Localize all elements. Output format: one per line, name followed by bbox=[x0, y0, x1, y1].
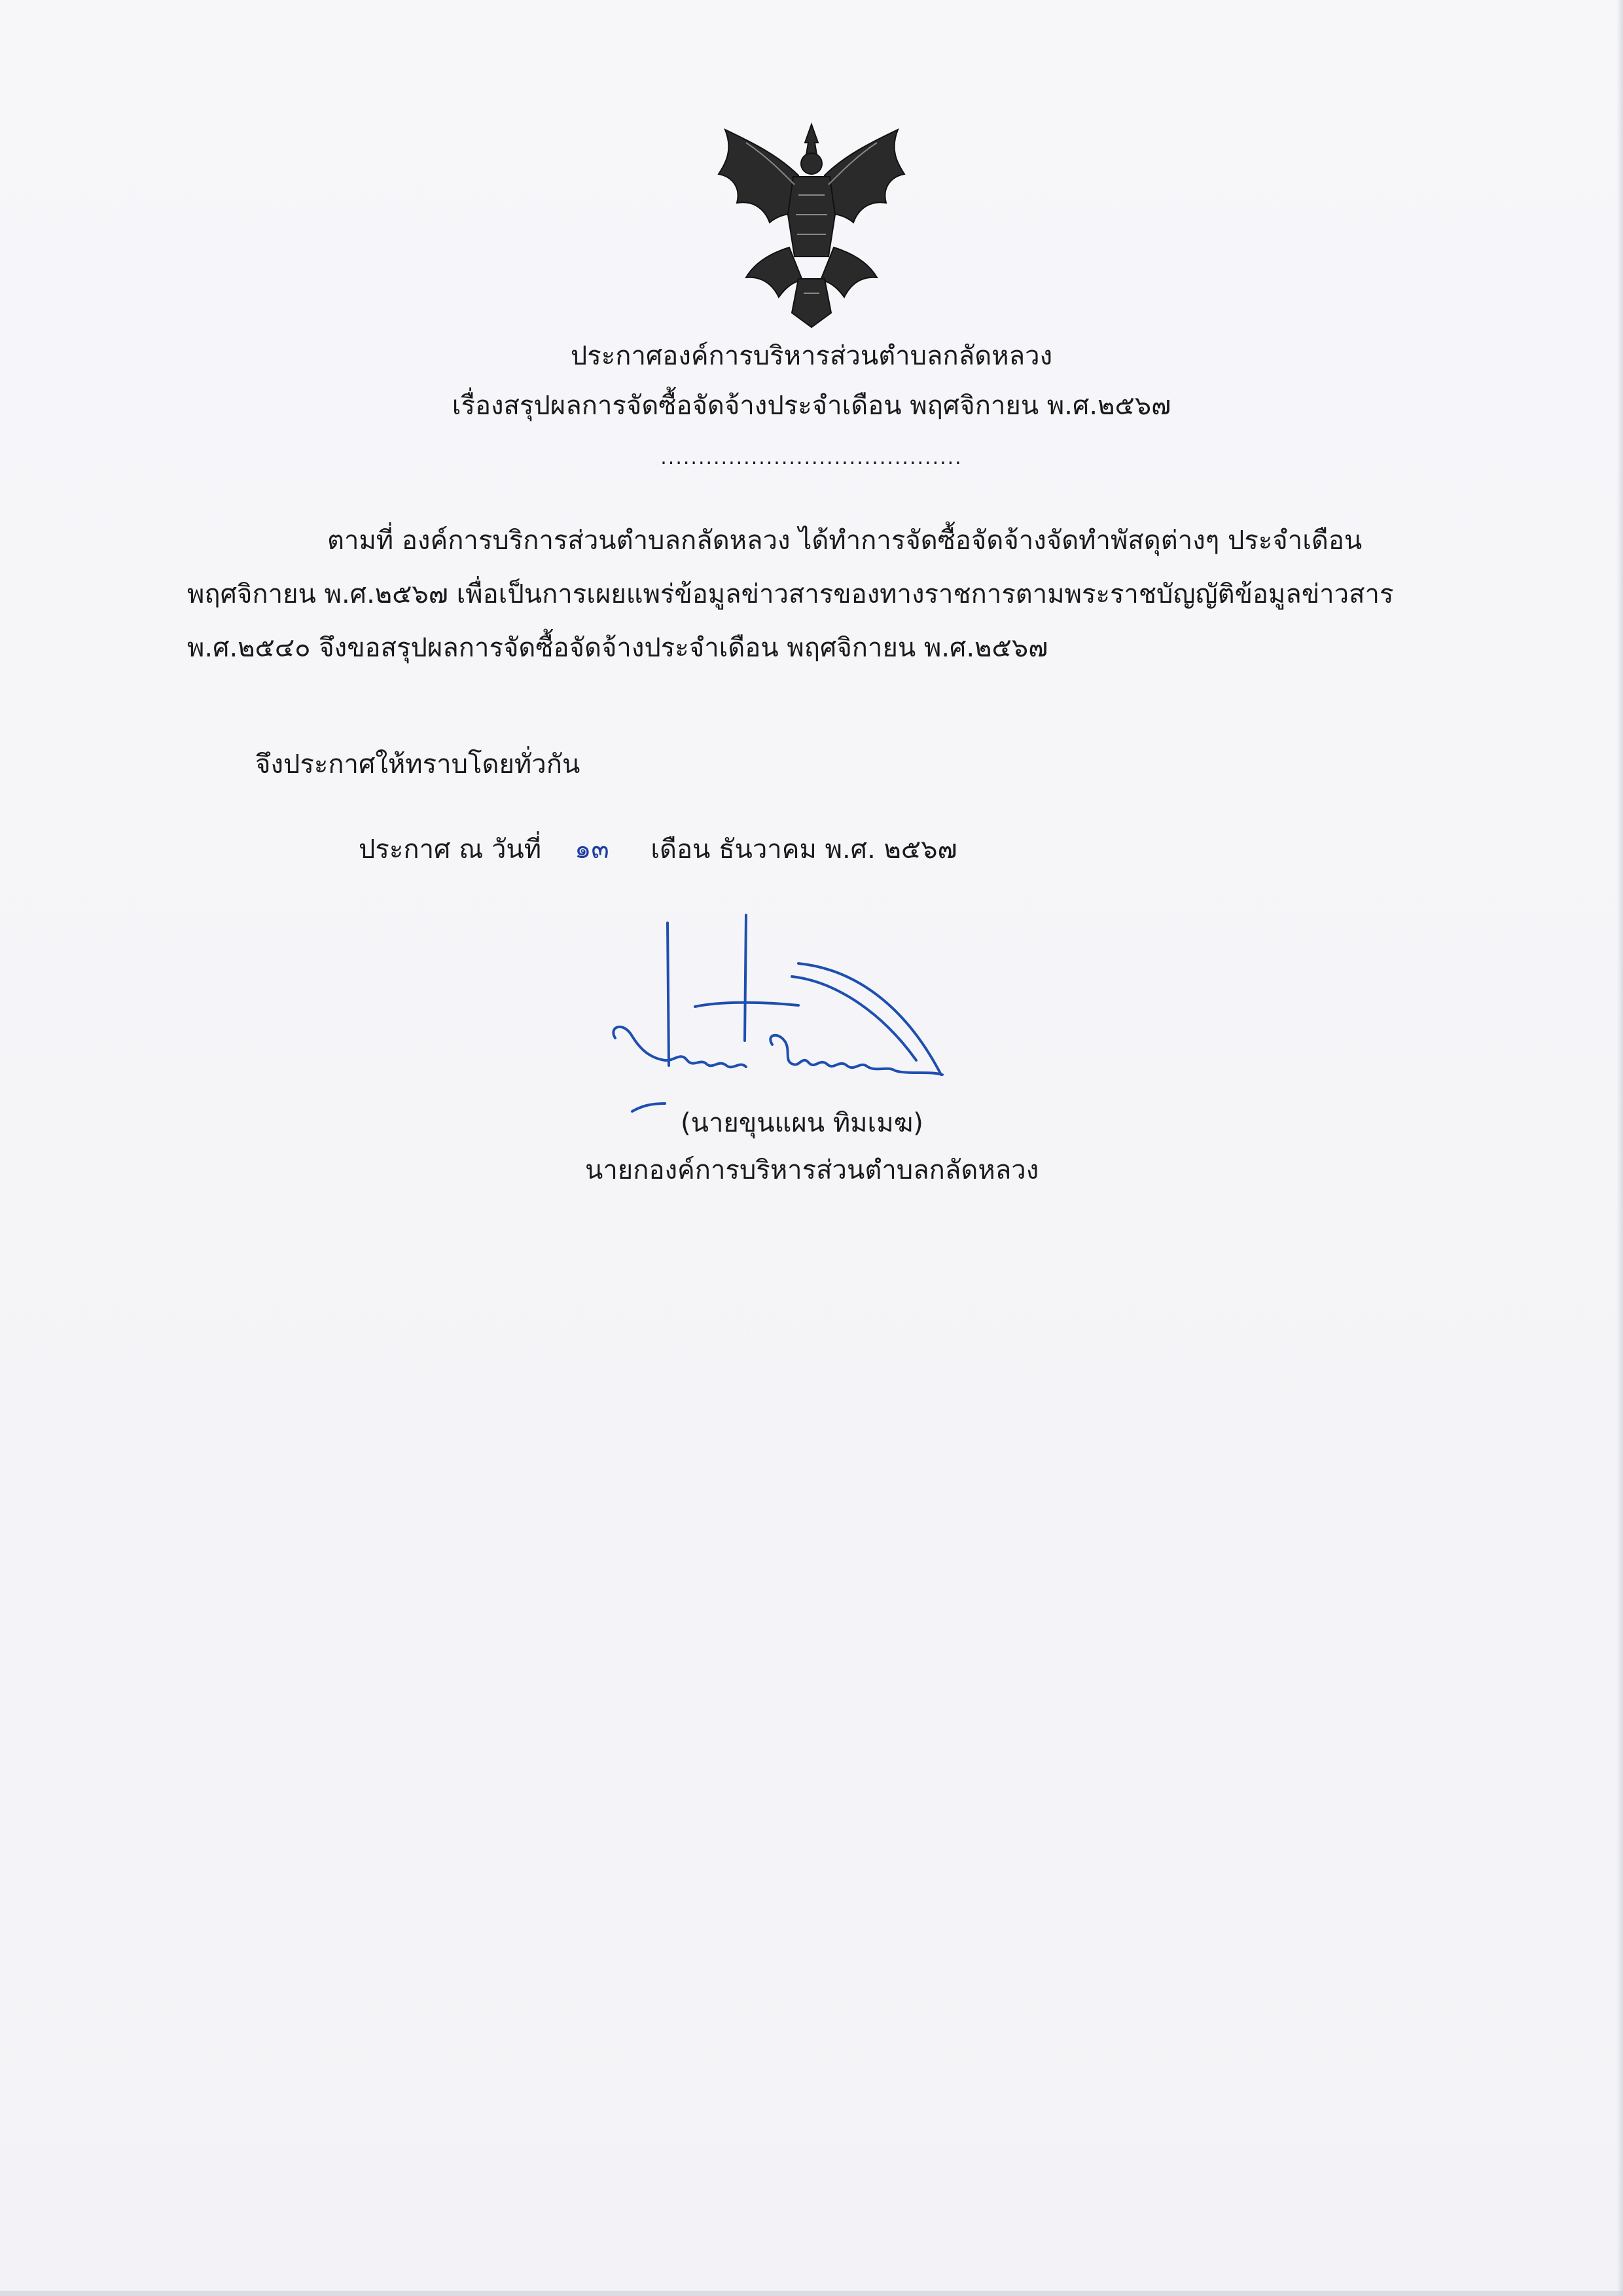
body-paragraph-line2: พฤศจิกายน พ.ศ.๒๕๖๗ เพื่อเป็นการเผยแพร่ข้อมูลข่าวสารของทางราชการตามพระราชบัญญัติข้อมูลข่าวสาร bbox=[187, 579, 1394, 609]
signatory-name: (นายขุนแผน ทิมเมฆ) bbox=[681, 1108, 923, 1138]
date-prefix: ประกาศ ณ วันที่ bbox=[359, 834, 542, 865]
garuda-emblem-icon bbox=[707, 117, 916, 332]
announcement-text: จึงประกาศให้ทราบโดยทั่วกัน bbox=[255, 749, 580, 780]
document-title-line2: เรื่องสรุปผลการจัดซื้อจัดจ้างประจำเดือน พฤศจิกายน พ.ศ.๒๕๖๗ bbox=[452, 391, 1171, 421]
document-title-line1: ประกาศองค์การบริหารส่วนตำบลกลัดหลวง bbox=[570, 341, 1053, 371]
title-separator: ........................................ bbox=[660, 446, 963, 469]
date-line bbox=[359, 831, 957, 868]
signatory-position: นายกองค์การบริหารส่วนตำบลกลัดหลวง bbox=[585, 1155, 1039, 1185]
body-paragraph-line1: ตามที่ องค์การบริการส่วนตำบลกลัดหลวง ได้ทำการจัดซื้อจัดจ้างจัดทำพัสดุต่างๆ ประจำเดือน bbox=[327, 526, 1363, 556]
body-paragraph-line3: พ.ศ.๒๕๔๐ จึงขอสรุปผลการจัดซื้อจัดจ้างประจำเดือน พฤศจิกายน พ.ศ.๒๕๖๗ bbox=[187, 633, 1048, 663]
scan-edge-bottom bbox=[0, 2291, 1623, 2296]
signature-icon bbox=[602, 903, 982, 1126]
date-day: ๑๓ bbox=[575, 834, 609, 865]
date-month-year: เดือน ธันวาคม พ.ศ. ๒๕๖๗ bbox=[651, 834, 957, 865]
